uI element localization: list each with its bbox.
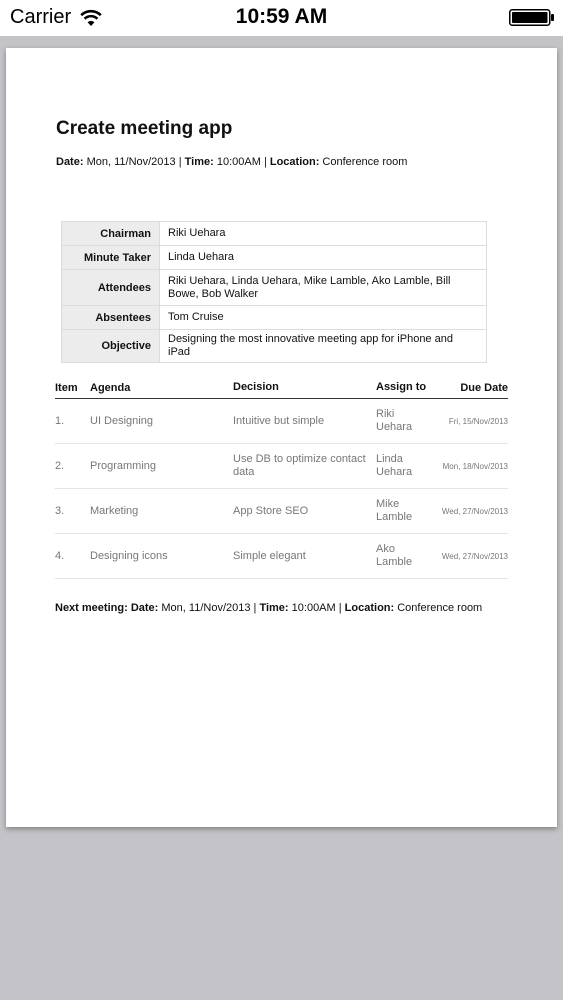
decision-text: Use DB to optimize contact data xyxy=(233,453,366,478)
date-label: Date: xyxy=(56,156,84,168)
due-date: Fri, 15/Nov/2013 xyxy=(448,416,508,426)
separator: | xyxy=(338,602,342,614)
minute-taker-label: Minute Taker xyxy=(62,246,160,270)
next-meeting-label: Next meeting: xyxy=(55,602,128,614)
due-date: Wed, 27/Nov/2013 xyxy=(441,551,508,561)
assignee: Linda Uehara xyxy=(376,453,413,478)
next-meeting-location: Conference room xyxy=(397,602,483,614)
agenda-text: Marketing xyxy=(90,505,139,517)
agenda-text: Programming xyxy=(90,460,157,472)
meeting-location: Conference room xyxy=(322,156,408,168)
agenda-table xyxy=(55,377,508,579)
status-time: 10:59 AM xyxy=(235,5,328,28)
info-row-objective xyxy=(62,330,487,363)
decision-text: App Store SEO xyxy=(233,504,309,517)
separator: | xyxy=(263,156,267,168)
agenda-header-row xyxy=(55,377,508,399)
next-meeting-line xyxy=(55,602,482,614)
info-row-attendees xyxy=(62,270,487,306)
separator: | xyxy=(178,156,182,168)
item-number: 3. xyxy=(55,505,65,517)
time-label: Time: xyxy=(259,602,289,614)
chairman-label: Chairman xyxy=(62,222,160,246)
meeting-info-table xyxy=(61,221,487,363)
attendees-value: Riki Uehara, Linda Uehara, Mike Lamble, Ako Lamble, Bill Bowe, Bob Walker xyxy=(160,270,487,306)
decision-text: Intuitive but simple xyxy=(233,414,325,427)
absentees-label: Absentees xyxy=(62,306,160,330)
decision-text: Simple elegant xyxy=(233,549,306,562)
meeting-time: 10:00AM xyxy=(216,156,261,168)
battery-icon xyxy=(509,9,555,26)
info-row-chairman xyxy=(62,222,487,246)
document-page xyxy=(6,48,557,827)
time-label: Time: xyxy=(184,156,214,168)
item-number: 2. xyxy=(55,460,65,472)
next-meeting-time: 10:00AM xyxy=(291,602,336,614)
item-number: 4. xyxy=(55,550,65,562)
date-label: Date: xyxy=(130,602,159,614)
absentees-value: Tom Cruise xyxy=(160,306,487,330)
info-row-minute-taker xyxy=(62,246,487,270)
item-column-header: Item xyxy=(55,381,78,394)
assignee: Mike Lamble xyxy=(376,498,413,523)
meeting-meta xyxy=(56,156,407,168)
table-row xyxy=(55,444,508,489)
attendees-label: Attendees xyxy=(62,270,160,306)
due-date: Mon, 18/Nov/2013 xyxy=(442,461,508,471)
objective-value: Designing the most innovative meeting app for iPhone and iPad xyxy=(160,330,487,363)
agenda-text: UI Designing xyxy=(90,415,153,427)
chairman-value: Riki Uehara xyxy=(160,222,487,246)
location-label: Location: xyxy=(344,602,395,614)
objective-label: Objective xyxy=(62,330,160,363)
item-number: 1. xyxy=(55,415,65,427)
decision-column-header: Decision xyxy=(233,381,279,393)
info-row-absentees xyxy=(62,306,487,330)
table-row xyxy=(55,534,508,579)
assignee: Ako Lamble xyxy=(376,543,413,568)
assign-column-header: Assign to xyxy=(376,381,427,393)
carrier-label: Carrier xyxy=(10,6,72,28)
separator: | xyxy=(253,602,257,614)
location-label: Location: xyxy=(269,156,320,168)
status-bar xyxy=(0,0,563,36)
table-row xyxy=(55,489,508,534)
due-date-column-header: Due Date xyxy=(460,381,508,394)
page-title: Create meeting app xyxy=(56,118,233,139)
assignee: Riki Uehara xyxy=(376,408,413,433)
next-meeting-date: Mon, 11/Nov/2013 xyxy=(161,602,251,614)
due-date: Wed, 27/Nov/2013 xyxy=(441,506,508,516)
table-row xyxy=(55,399,508,444)
minute-taker-value: Linda Uehara xyxy=(160,246,487,270)
agenda-text: Designing icons xyxy=(90,550,168,562)
agenda-column-header: Agenda xyxy=(90,381,131,394)
meeting-date: Mon, 11/Nov/2013 xyxy=(86,156,176,168)
